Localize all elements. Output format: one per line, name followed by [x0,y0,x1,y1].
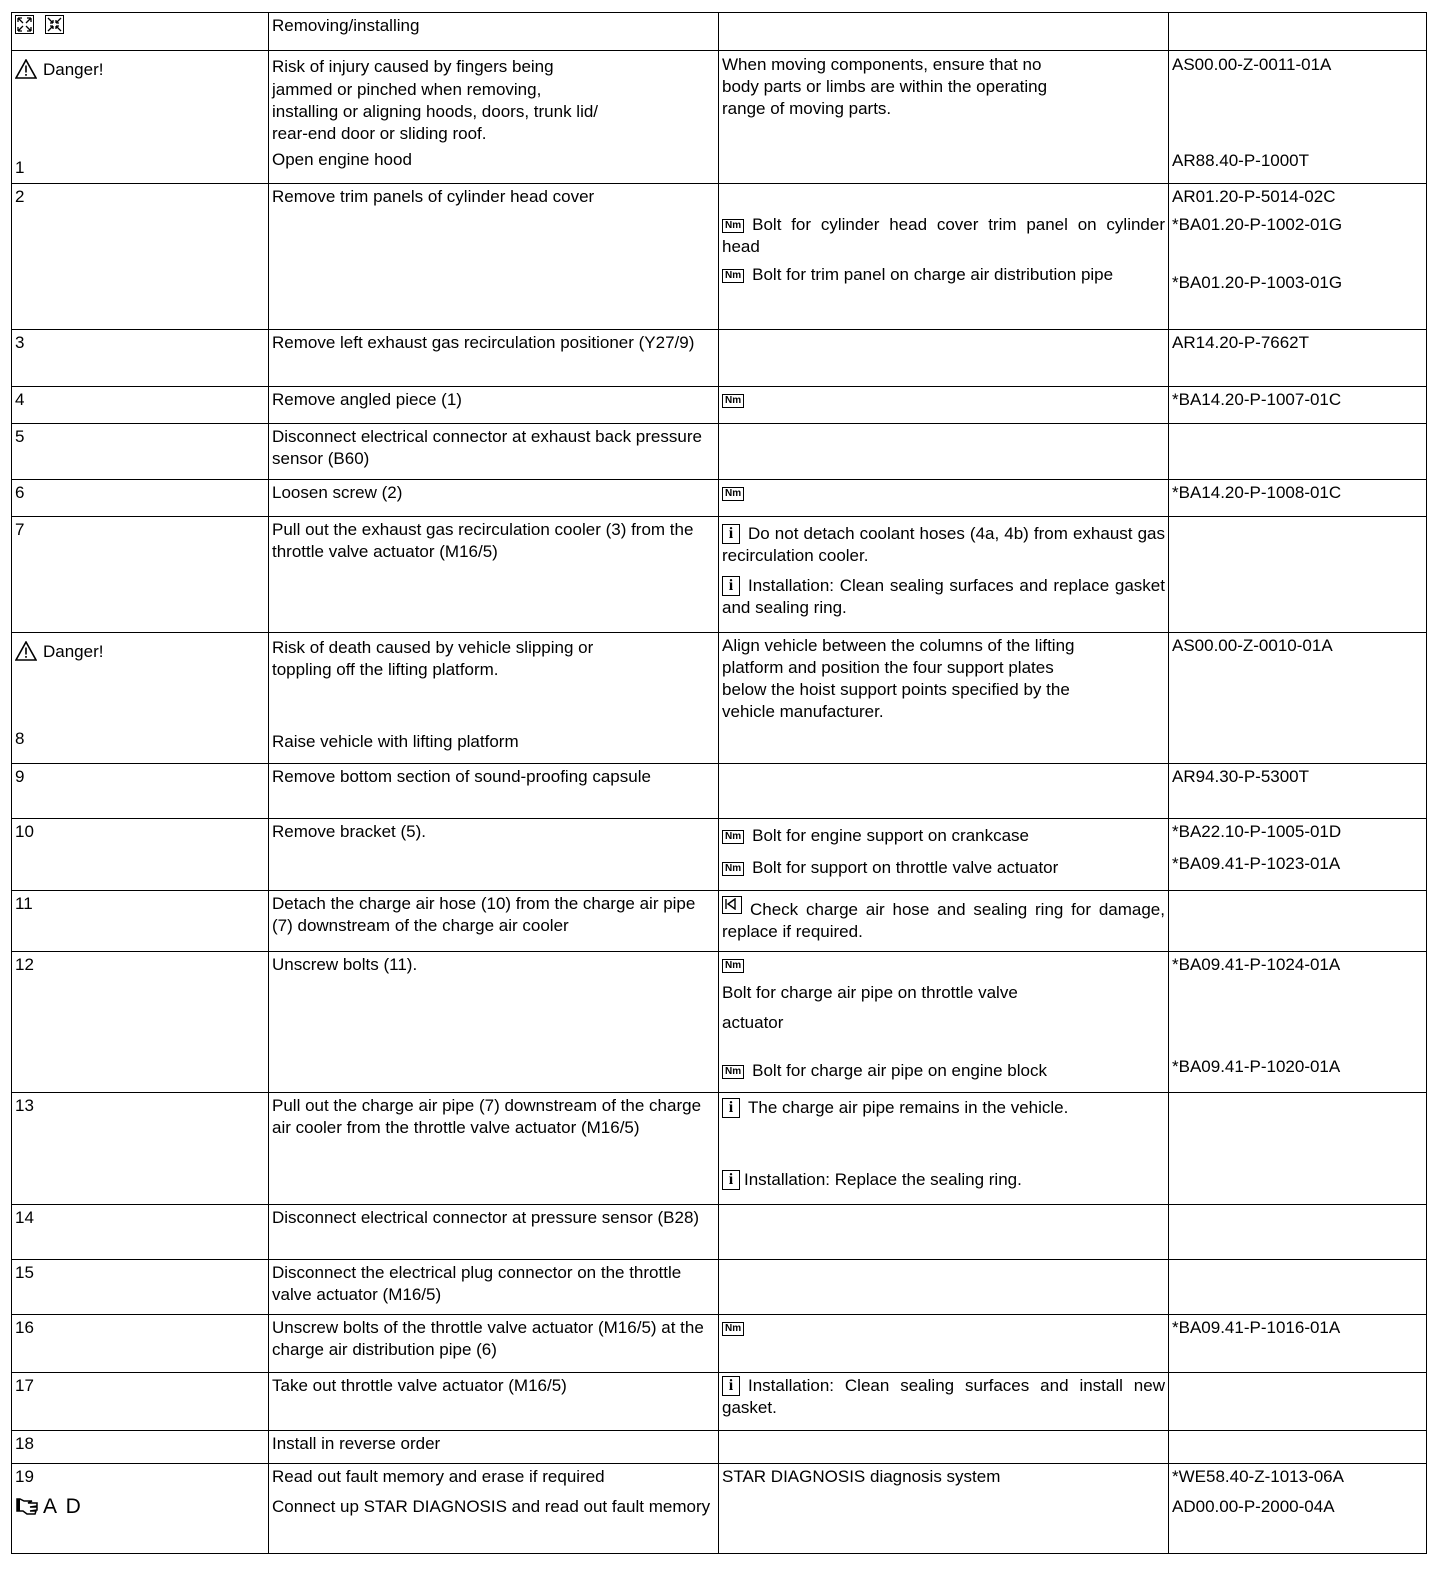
table-row: Danger! 1 Risk of injury caused by fingers being jammed or pinched when removing, installing or aligning hoods, doors, trunk lid/ rear-end door or sliding roof. Open engine hood When moving components, ensure that no body parts or limbs are within the operating range of moving parts. AS00.00-Z-0011-01A AR88.40-P-1000T [12,51,1427,184]
info-icon: i [722,1098,740,1118]
warning-triangle-icon [15,641,37,661]
collapse-icon [45,15,64,34]
table-row: 16 Unscrew bolts of the throttle valve actuator (M16/5) at the charge air distribution pipe (6) Nm *BA09.41-P-1016-01A [12,1315,1427,1373]
torque-icon: Nm [722,1322,744,1336]
danger-marker: Danger! [15,642,103,661]
table-row: 18 Install in reverse order [12,1431,1427,1464]
info-icon: i [722,1170,740,1190]
table-row: 7 Pull out the exhaust gas recirculation cooler (3) from the throttle valve actuator (M16/5) i Do not detach coolant hoses (4a, 4b) from exhaust gas recirculation cooler. i Installation: Clean sealing surfaces and replace gasket and sealing ring. [12,517,1427,633]
table-row: 9 Remove bottom section of sound-proofing capsule AR94.30-P-5300T [12,764,1427,819]
table-row: 11 Detach the charge air hose (10) from the charge air pipe (7) downstream of the charge air cooler Check charge air hose and sealing ring for damage, replace if required. [12,891,1427,952]
procedure-table [11,12,1427,1554]
ad-label: A D [43,1495,83,1518]
torque-icon: Nm [722,862,744,876]
check-icon [722,896,742,914]
table-row: 6 Loosen screw (2) Nm *BA14.20-P-1008-01C [12,480,1427,517]
torque-icon: Nm [722,1065,744,1079]
table-row: 17 Take out throttle valve actuator (M16/5) i Installation: Clean sealing surfaces and install new gasket. [12,1373,1427,1431]
torque-icon: Nm [722,487,744,501]
reference-code: AR88.40-P-1000T [1172,151,1310,170]
table-row: 19 A D Read out fault memory and erase if required Connect up STAR DIAGNOSIS and read out fault memory STAR DIAGNOSIS diagnosis system *WE58.40-Z-1013-06A AD00.00-P-2000-04A [12,1464,1427,1554]
table-row [12,13,1427,51]
table-row: 10 Remove bracket (5). Nm Bolt for engine support on crankcase Nm Bolt for support on throttle valve actuator *BA22.10-P-1005-01D *BA09.41-P-1023-01A [12,819,1427,891]
header-symbols [12,13,269,51]
torque-icon: Nm [722,830,744,844]
torque-icon: Nm [722,219,744,233]
table-row: 13 Pull out the charge air pipe (7) downstream of the charge air cooler from the throttle valve actuator (M16/5) i The charge air pipe remains in the vehicle. i Installation: Replace the sealing ring. [12,1093,1427,1205]
info-icon: i [722,524,740,544]
torque-icon: Nm [722,959,744,973]
table-row: 12 Unscrew bolts (11). Nm Bolt for charge air pipe on throttle valve actuator Nm Bolt for charge air pipe on engine block *BA09.41-P-1024-01A *BA09.41-P-1020-01A [12,952,1427,1093]
warning-triangle-icon [15,59,37,79]
info-icon: i [722,576,740,596]
table-row: 2 Remove trim panels of cylinder head cover Nm Bolt for cylinder head cover trim panel on cylinder head Nm Bolt for trim panel on charge air distribution pipe AR01.20-P-5014-02C *BA01.20-P-1002-01G *BA01.20-P-1003-01G [12,184,1427,330]
reference-code: AS00.00-Z-0011-01A [1172,55,1332,74]
header-title: Removing/installing [269,13,719,51]
pointing-hand-icon [15,1494,43,1516]
info-icon: i [722,1376,740,1396]
danger-marker: Danger! [15,60,103,79]
table-row: 15 Disconnect the electrical plug connector on the throttle valve actuator (M16/5) [12,1260,1427,1315]
table-row: 5 Disconnect electrical connector at exhaust back pressure sensor (B60) [12,424,1427,480]
table-row: 3 Remove left exhaust gas recirculation positioner (Y27/9) AR14.20-P-7662T [12,330,1427,387]
table-row: Danger! 8 Risk of death caused by vehicle slipping or toppling off the lifting platform. Raise vehicle with lifting platform Align vehicle between the columns of the lifting platform and position the four support plates below the hoist support points specified by the vehicle manufacturer. AS00.00-Z-0010-01A [12,633,1427,764]
step-number: 1 [15,158,25,177]
expand-icon [15,15,34,34]
torque-icon: Nm [722,394,744,408]
torque-icon: Nm [722,269,744,283]
table-row: 14 Disconnect electrical connector at pressure sensor (B28) [12,1205,1427,1260]
table-row: 4 Remove angled piece (1) Nm *BA14.20-P-1007-01C [12,387,1427,424]
